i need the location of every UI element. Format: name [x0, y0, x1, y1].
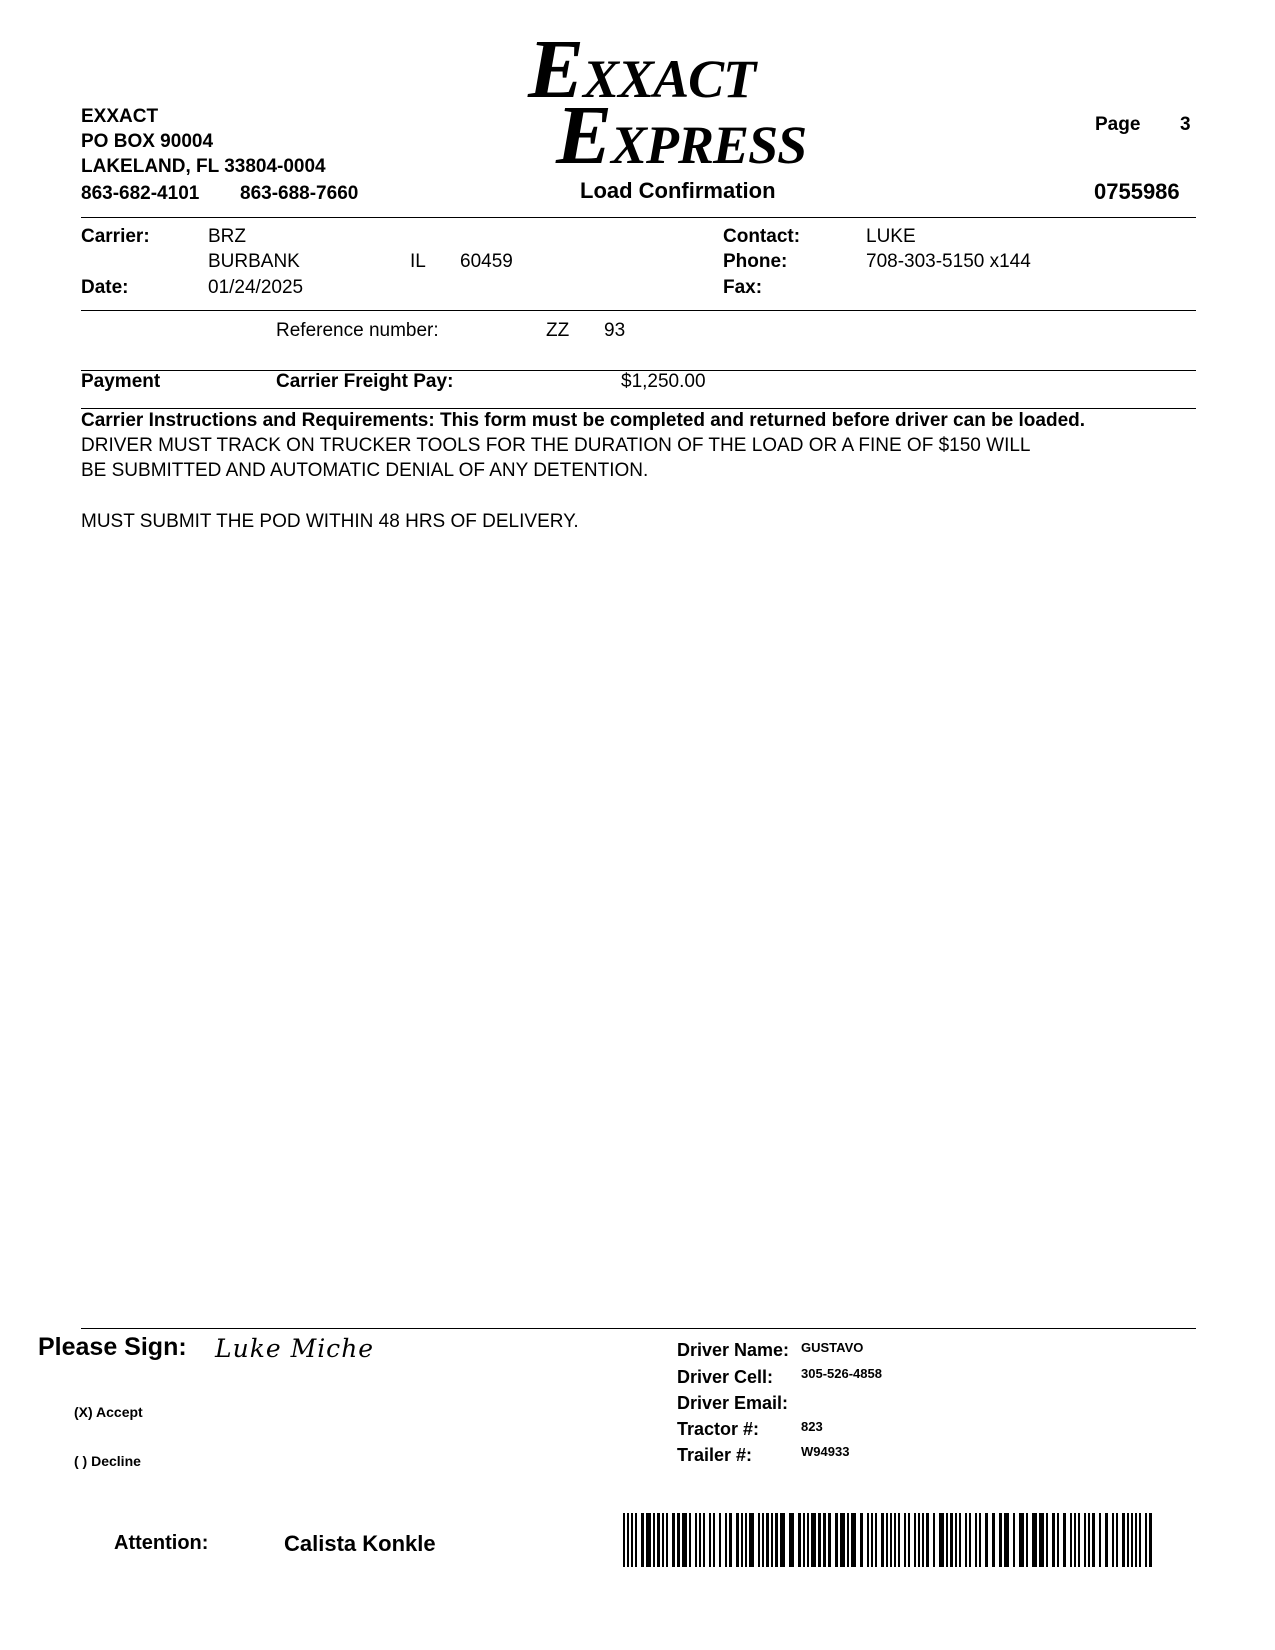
instructions-line-3: MUST SUBMIT THE POD WITHIN 48 HRS OF DELIVERY.: [81, 511, 579, 532]
barcode-bar: [898, 1513, 900, 1567]
barcode-bar: [946, 1513, 948, 1567]
barcode-bar: [894, 1513, 896, 1567]
signature-field[interactable]: Luke Miche: [215, 1334, 375, 1363]
barcode-bar: [904, 1513, 906, 1567]
barcode-bar: [992, 1513, 995, 1567]
instructions-line-2: BE SUBMITTED AND AUTOMATIC DENIAL OF ANY DETENTION.: [81, 460, 649, 481]
barcode-bar: [851, 1513, 856, 1567]
driver-name-label: Driver Name:: [677, 1340, 790, 1360]
reference-label: Reference number:: [276, 320, 439, 341]
company-address-2: LAKELAND, FL 33804-0004: [81, 156, 326, 177]
barcode-bar: [762, 1513, 764, 1567]
reference-code: ZZ: [546, 320, 570, 341]
carrier-state: IL: [410, 251, 426, 272]
barcode-bar: [689, 1513, 691, 1567]
barcode-bar: [657, 1513, 660, 1567]
barcode-bar: [1105, 1513, 1108, 1567]
barcode-bar: [969, 1513, 971, 1567]
driver-name-value: GUSTAVO: [801, 1340, 864, 1355]
barcode-bar: [703, 1513, 705, 1567]
company-phone-1: 863-682-4101: [81, 183, 200, 204]
barcode-bar: [1149, 1513, 1152, 1567]
company-logo: [528, 23, 828, 182]
header-divider: [81, 217, 1196, 218]
barcode-bar: [1122, 1513, 1125, 1567]
barcode-bar: [646, 1513, 651, 1567]
payment-divider: [81, 408, 1196, 409]
barcode-bar: [1074, 1513, 1076, 1567]
barcode-bar: [867, 1513, 869, 1567]
barcode-bar: [709, 1513, 711, 1567]
contact-value: LUKE: [866, 226, 916, 247]
barcode-bar: [965, 1513, 967, 1567]
barcode-bar: [1063, 1513, 1066, 1567]
barcode-bar: [875, 1513, 877, 1567]
barcode-bar: [1092, 1513, 1095, 1567]
barcode-bar: [975, 1513, 977, 1567]
barcode-bar: [818, 1513, 821, 1567]
barcode-bar: [999, 1513, 1002, 1567]
barcode-bar: [985, 1513, 988, 1567]
barcode-bar: [1039, 1513, 1044, 1567]
barcode-bar: [1013, 1513, 1015, 1567]
barcode-bar: [823, 1513, 826, 1567]
barcode-bar: [886, 1513, 888, 1567]
carrier-divider: [81, 310, 1196, 311]
logo-word-1: XXACT: [583, 49, 756, 109]
barcode-bar: [719, 1513, 721, 1567]
page-label: Page: [1095, 114, 1141, 135]
barcode-bar: [713, 1513, 715, 1567]
barcode-bar: [1046, 1513, 1048, 1567]
barcode-bar: [741, 1513, 743, 1567]
barcode-bar: [627, 1513, 629, 1567]
carrier-name: BRZ: [208, 226, 246, 247]
barcode-bar: [1145, 1513, 1147, 1567]
barcode-bar: [950, 1513, 953, 1567]
barcode-bar: [766, 1513, 769, 1567]
driver-cell-value: 305-526-4858: [801, 1366, 882, 1381]
barcode-bar: [758, 1513, 760, 1567]
carrier-zip: 60459: [460, 251, 513, 272]
barcode-bar: [1052, 1513, 1055, 1567]
page-number: 3: [1180, 114, 1191, 135]
signature-divider: [81, 1328, 1196, 1329]
barcode-bar: [1116, 1513, 1118, 1567]
load-number: 0755986: [1094, 179, 1180, 204]
decline-option[interactable]: ( ) Decline: [74, 1453, 141, 1469]
barcode-bar: [789, 1513, 794, 1567]
barcode-bar: [1070, 1513, 1072, 1567]
barcode-bar: [840, 1513, 845, 1567]
tractor-label: Tractor #:: [677, 1419, 760, 1439]
company-name: EXXACT: [81, 106, 159, 127]
carrier-city: BURBANK: [208, 251, 300, 272]
barcode-bar: [775, 1513, 778, 1567]
carrier-label: Carrier:: [81, 226, 150, 247]
driver-email-label: Driver Email:: [677, 1393, 789, 1413]
payment-label: Payment: [81, 371, 161, 392]
barcode-bar: [729, 1513, 732, 1567]
company-phone-2: 863-688-7660: [240, 183, 359, 204]
barcode-bar: [908, 1513, 910, 1567]
contact-label: Contact:: [723, 226, 801, 247]
barcode-bar: [1019, 1513, 1024, 1567]
barcode-bar: [653, 1513, 655, 1567]
attention-name: Calista Konkle: [284, 1531, 436, 1556]
trailer-label: Trailer #:: [677, 1445, 753, 1465]
freight-pay-label: Carrier Freight Pay:: [276, 371, 454, 392]
logo-initial-2: E: [556, 89, 612, 182]
phone-value: 708-303-5150 x144: [866, 251, 1031, 272]
barcode-bar: [1127, 1513, 1129, 1567]
date-label: Date:: [81, 277, 129, 298]
attention-label: Attention:: [114, 1532, 209, 1554]
trailer-value: W94933: [801, 1444, 850, 1459]
barcode-bar: [1099, 1513, 1101, 1567]
barcode-bar: [1084, 1513, 1086, 1567]
barcode-bar: [745, 1513, 747, 1567]
barcode-bar: [860, 1513, 863, 1567]
barcode-bar: [623, 1513, 625, 1567]
barcode-bar: [933, 1513, 935, 1567]
barcode-bar: [749, 1513, 754, 1567]
please-sign-label: Please Sign:: [38, 1333, 187, 1361]
barcode-bar: [635, 1513, 637, 1567]
barcode-bar: [1088, 1513, 1090, 1567]
barcode-bar: [771, 1513, 773, 1567]
barcode-bar: [695, 1513, 697, 1567]
barcode-bar: [1026, 1513, 1028, 1567]
barcode-bar: [631, 1513, 633, 1567]
barcode-bar: [666, 1513, 668, 1567]
reference-value: 93: [604, 320, 626, 341]
tractor-value: 823: [801, 1419, 823, 1434]
barcode-bar: [847, 1513, 849, 1567]
barcode-bar: [955, 1513, 957, 1567]
barcode-bar: [914, 1513, 916, 1567]
barcode-bar: [682, 1513, 687, 1567]
phone-label: Phone:: [723, 251, 788, 272]
barcode-bar: [699, 1513, 701, 1567]
barcode-bar: [922, 1513, 924, 1567]
barcode-bar: [1057, 1513, 1059, 1567]
barcode-bar: [1032, 1513, 1037, 1567]
barcode-bar: [677, 1513, 680, 1567]
date-value: 01/24/2025: [208, 277, 304, 298]
fax-label: Fax:: [723, 277, 763, 298]
barcode-bar: [959, 1513, 961, 1567]
barcode-bar: [641, 1513, 644, 1567]
barcode-bar: [1131, 1513, 1133, 1567]
barcode-bar: [672, 1513, 675, 1567]
barcode-bar: [939, 1513, 944, 1567]
barcode-bar: [780, 1513, 785, 1567]
barcode-bar: [881, 1513, 884, 1567]
accept-option[interactable]: (X) Accept: [74, 1404, 143, 1420]
barcode-bar: [798, 1513, 801, 1567]
barcode-bar: [979, 1513, 981, 1567]
barcode-bar: [736, 1513, 739, 1567]
barcode-bar: [890, 1513, 892, 1567]
driver-cell-label: Driver Cell:: [677, 1367, 774, 1387]
logo-initial-1: E: [528, 23, 584, 116]
document-title: Load Confirmation: [580, 178, 776, 203]
barcode-bar: [1078, 1513, 1080, 1567]
barcode-bar: [807, 1513, 809, 1567]
barcode-bar: [1004, 1513, 1009, 1567]
barcode-bar: [828, 1513, 831, 1567]
barcode-bar: [803, 1513, 805, 1567]
barcode-bar: [835, 1513, 838, 1567]
barcode-bar: [1139, 1513, 1141, 1567]
company-address-1: PO BOX 90004: [81, 131, 214, 152]
barcode-bar: [1112, 1513, 1114, 1567]
logo-word-2: XPRESS: [611, 115, 807, 175]
barcode-bar: [811, 1513, 816, 1567]
barcode-bar: [871, 1513, 873, 1567]
barcode-bar: [918, 1513, 920, 1567]
barcode-bar: [1135, 1513, 1137, 1567]
barcode-bar: [926, 1513, 929, 1567]
barcode-bar: [662, 1513, 664, 1567]
instructions-heading: Carrier Instructions and Requirements: This form must be completed and returned before driver can be loaded.: [81, 410, 1086, 431]
instructions-line-1: DRIVER MUST TRACK ON TRUCKER TOOLS FOR THE DURATION OF THE LOAD OR A FINE OF $150 WILL: [81, 435, 1031, 456]
barcode-bar: [725, 1513, 727, 1567]
freight-pay-amount: $1,250.00: [621, 371, 706, 392]
barcode-image: [623, 1513, 1159, 1567]
